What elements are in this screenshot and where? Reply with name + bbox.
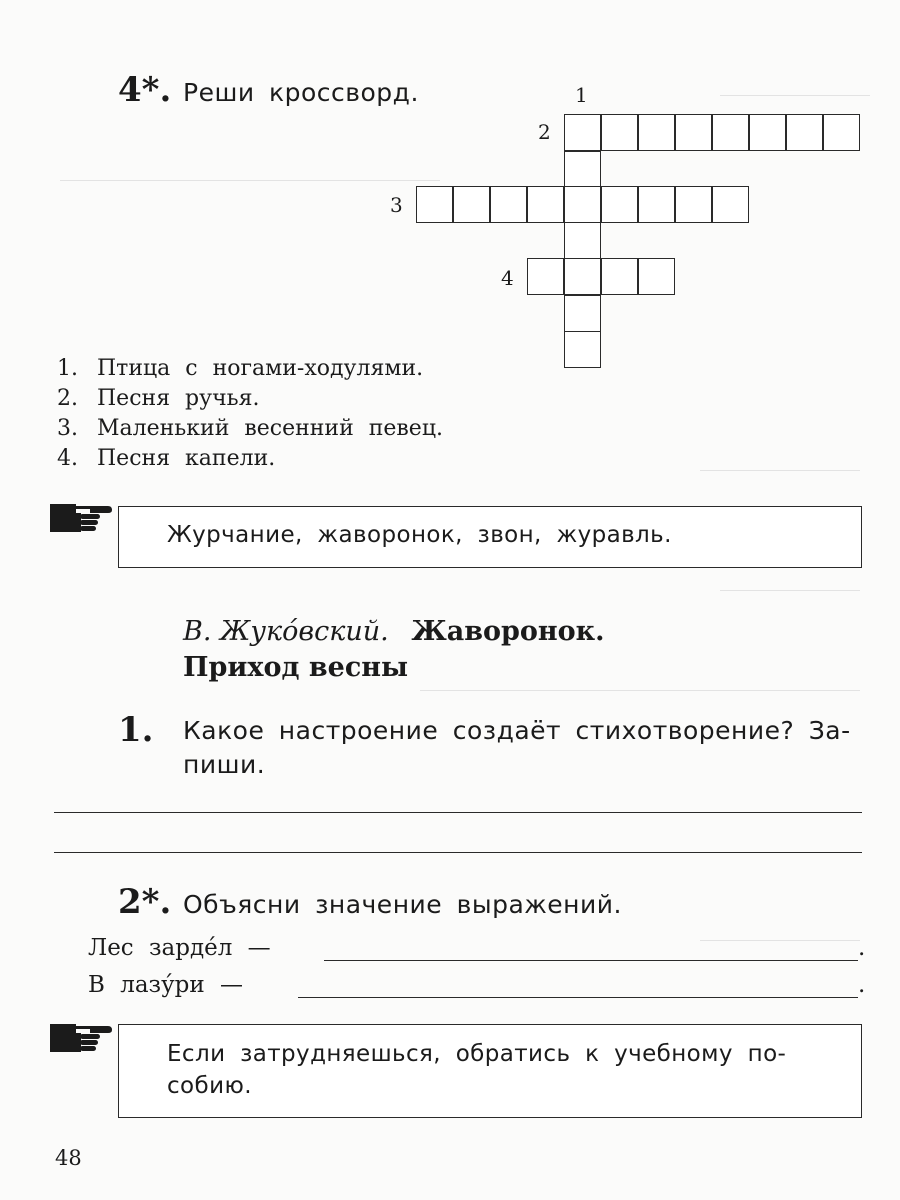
clue-number: 2. bbox=[57, 386, 78, 411]
crossword-cell[interactable] bbox=[823, 114, 860, 151]
crossword-cell[interactable] bbox=[638, 186, 675, 223]
clue-number: 1. bbox=[57, 356, 78, 381]
clue-item bbox=[57, 384, 443, 414]
section-title-line2: Приход весны bbox=[183, 652, 409, 683]
task1-number: 1. bbox=[118, 710, 154, 750]
clue-number: 3. bbox=[57, 416, 78, 441]
crossword-cell[interactable] bbox=[527, 258, 564, 295]
crossword-cell[interactable] bbox=[712, 114, 749, 151]
hint-box-text: Журчание, жаворонок, звон, журавль. bbox=[167, 522, 672, 548]
task1-question-line1: Какое настроение создаёт стихотворение? За- bbox=[183, 716, 851, 745]
section-heading bbox=[183, 616, 605, 647]
clue-item bbox=[57, 444, 443, 474]
crossword-grid[interactable] bbox=[0, 0, 900, 380]
crossword-cell[interactable] bbox=[564, 186, 601, 223]
section-title-line2-wrap bbox=[183, 652, 408, 683]
clue-text: Птица с ногами-ходулями. bbox=[97, 356, 424, 381]
task2-instruction: Объясни значение выражений. bbox=[183, 890, 622, 919]
tip-box bbox=[118, 1024, 862, 1118]
clue-text: Песня капели. bbox=[97, 446, 276, 471]
expression-2: В лазу́ри — bbox=[88, 972, 243, 998]
crossword-cell[interactable] bbox=[786, 114, 823, 151]
crossword-clues bbox=[57, 354, 443, 474]
crossword-number-1: 1 bbox=[575, 83, 588, 107]
crossword-cell[interactable] bbox=[601, 258, 638, 295]
crossword-cell[interactable] bbox=[564, 331, 601, 368]
crossword-cell[interactable] bbox=[601, 186, 638, 223]
pointing-hand-icon bbox=[50, 500, 114, 536]
tip-box-line2: собию. bbox=[167, 1073, 252, 1099]
crossword-cell[interactable] bbox=[416, 186, 453, 223]
section-title-line1: Жаворонок. bbox=[411, 616, 605, 647]
crossword-cell[interactable] bbox=[564, 258, 601, 295]
clue-text: Песня ручья. bbox=[97, 386, 260, 411]
clue-number: 4. bbox=[57, 446, 78, 471]
task4-number: 4*. bbox=[118, 70, 172, 110]
crossword-cell[interactable] bbox=[712, 186, 749, 223]
hint-box-words bbox=[118, 506, 862, 568]
crossword-cell[interactable] bbox=[453, 186, 490, 223]
page-number: 48 bbox=[55, 1146, 82, 1170]
task4-instruction: Реши кроссворд. bbox=[183, 78, 419, 107]
answer-line-expression-1[interactable] bbox=[324, 960, 858, 961]
tip-box-line1: Если затрудняешься, обратись к учебному по- bbox=[167, 1041, 787, 1067]
answer-line[interactable] bbox=[54, 812, 862, 813]
answer-line[interactable] bbox=[54, 852, 862, 853]
crossword-cell[interactable] bbox=[490, 186, 527, 223]
crossword-cell[interactable] bbox=[564, 151, 601, 188]
crossword-number-3: 3 bbox=[390, 193, 403, 217]
crossword-number-2: 2 bbox=[538, 120, 551, 144]
crossword-cell[interactable] bbox=[527, 186, 564, 223]
clue-text: Маленький весенний певец. bbox=[97, 416, 443, 441]
answer-line-expression-2[interactable] bbox=[298, 997, 858, 998]
task2-number: 2*. bbox=[118, 882, 172, 922]
crossword-cell[interactable] bbox=[564, 114, 601, 151]
crossword-cell[interactable] bbox=[564, 295, 601, 332]
crossword-cell[interactable] bbox=[675, 186, 712, 223]
expression-1-end: . bbox=[858, 935, 866, 961]
crossword-cell[interactable] bbox=[601, 114, 638, 151]
task1-question-line2: пиши. bbox=[183, 750, 266, 779]
crossword-cell[interactable] bbox=[638, 114, 675, 151]
expression-1: Лес зарде́л — bbox=[88, 935, 271, 961]
expression-2-end: . bbox=[858, 972, 866, 998]
crossword-cell[interactable] bbox=[749, 114, 786, 151]
section-author: В. Жуко́вский. bbox=[183, 616, 389, 647]
crossword-cell[interactable] bbox=[638, 258, 675, 295]
clue-item bbox=[57, 414, 443, 444]
crossword-cell[interactable] bbox=[675, 114, 712, 151]
clue-item bbox=[57, 354, 443, 384]
crossword-number-4: 4 bbox=[501, 266, 514, 290]
pointing-hand-icon bbox=[50, 1020, 114, 1056]
crossword-cell[interactable] bbox=[564, 222, 601, 259]
